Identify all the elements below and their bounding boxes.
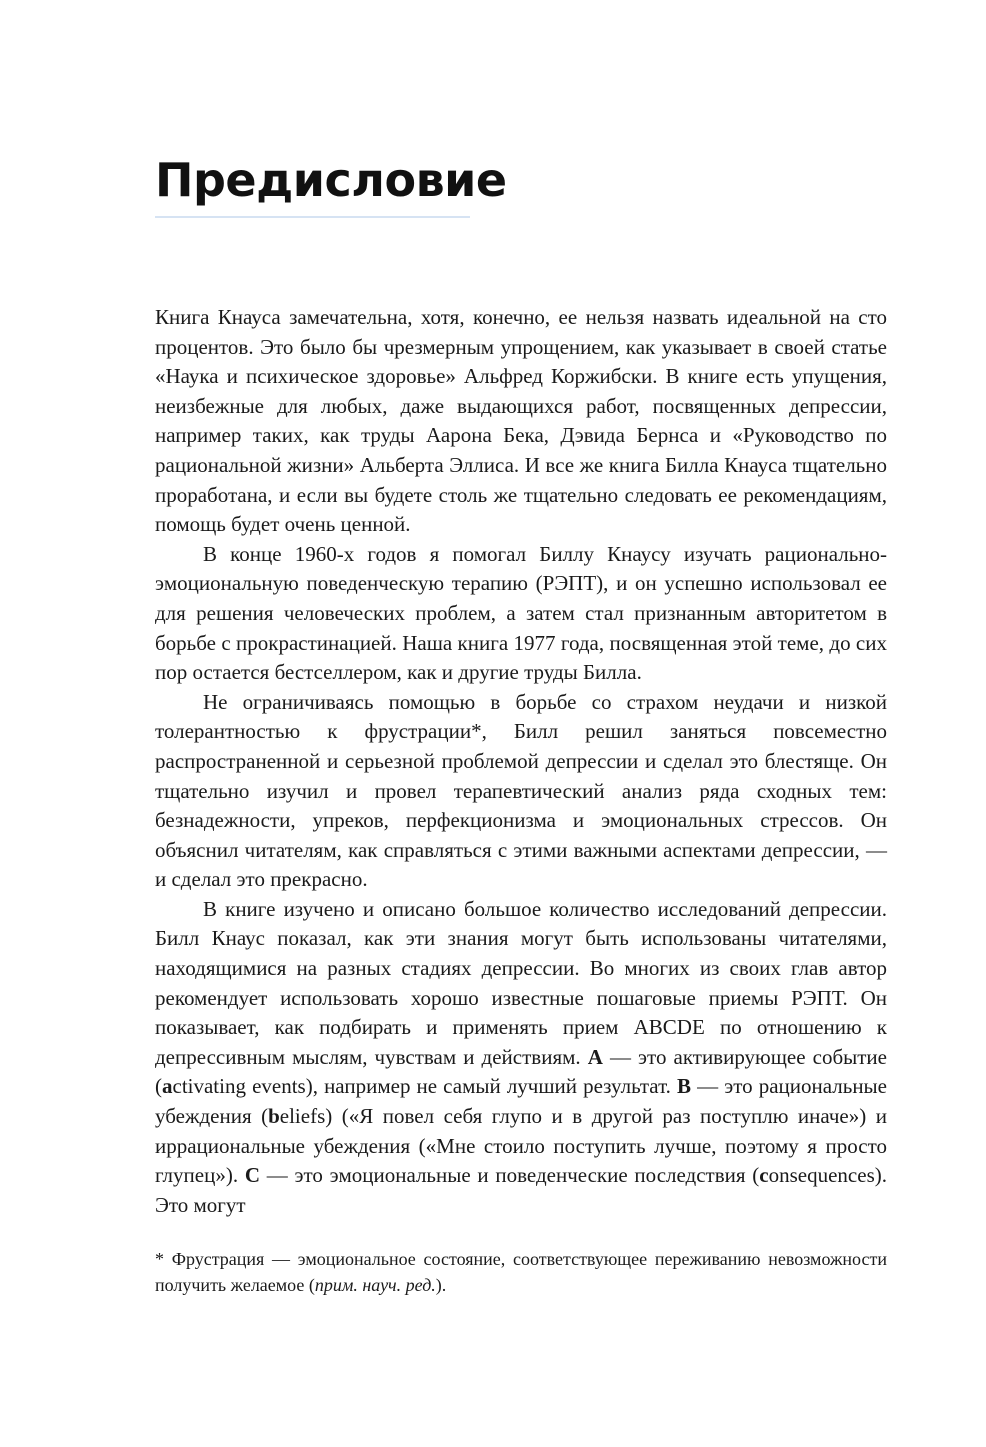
- abcde-c-term-initial: c: [759, 1163, 769, 1188]
- body-text: [155, 303, 887, 1220]
- abcde-b-text: — это рациональные убеждения (: [155, 1074, 887, 1129]
- abcde-letter-a: A: [587, 1044, 603, 1069]
- paragraph-4-intro: В книге изучено и описано большое количество исследований депрессии. Билл Кнаус показал, как эти знания могут быть использованы читателями, находящимися на разных стадиях депрессии. Во многих из своих глав автор рекомендует использовать хорошо известные пошаговые приемы РЭПТ. Он показывает, как подбирать и применять прием ABCDE по отношению к депрессивным мыслям, чувствам и действиям.: [155, 896, 887, 1069]
- abcde-b-text-after: ) («Я повел себя глупо и в другой раз поступлю иначе») и иррациональные убеждения («Мне стоило поступить лучше, поэтому я просто глупец»).: [155, 1104, 887, 1188]
- abcde-a-text: — это активирующее событие (: [155, 1044, 887, 1099]
- abcde-c-text-after: ). Это могут: [155, 1163, 887, 1217]
- abcde-a-term-initial: a: [162, 1074, 173, 1099]
- chapter-title: Предисловие: [155, 153, 507, 207]
- abcde-a-text-after: ), например не самый лучший результат.: [305, 1074, 678, 1099]
- title-underline: [155, 216, 470, 218]
- abcde-b-term-initial: b: [268, 1104, 280, 1129]
- footnote-editor-note: прим. науч. ред.: [314, 1275, 436, 1295]
- abcde-b-term: eliefs: [279, 1104, 326, 1129]
- abcde-c-term: onsequences: [768, 1163, 875, 1188]
- paragraph-3: Не ограничиваясь помощью в борьбе со страхом неудачи и низкой толерантностью к фрустрации*, Билл решил заняться повсеместно распространенной и серьезной проблемой депрессии и сделал это блестяще. Он тщательно изучил и провел терапевтический анализ ряда сходных тем: безнадежности, упреков, перфекционизма и эмоциональных стрессов. Он объяснил читателям, как справляться с этими важными аспектами депрессии, — и сделал это прекрасно.: [155, 689, 887, 892]
- paragraph-4: [155, 895, 887, 1221]
- abcde-letter-b: B: [677, 1074, 692, 1099]
- paragraph-1: Книга Кнауса замечательна, хотя, конечно, ее нельзя назвать идеальной на сто процентов. Это было бы чрезмерным упрощением, как указывает в своей статье «Наука и психическое здоровье» Альфред Коржибски. В книге есть упущения, неизбежные для любых, даже выдающихся работ, посвященных депрессии, например таких, как труды Аарона Бека, Дэвида Бернса и «Руководство по рациональной жизни» Альберта Эллиса. И все же книга Билла Кнауса тщательно проработана, и если вы будете столь же тщательно следовать ее рекомендациям, помощь будет очень ценной.: [155, 305, 887, 537]
- abcde-c-text: — это эмоциональные и поведенческие последствия (: [259, 1163, 760, 1188]
- footnote-closing: ).: [435, 1275, 447, 1295]
- footnote-body: * Фрустрация — эмоциональное состояние, соответствующее переживанию невозможности получить желаемое (: [155, 1249, 887, 1295]
- abcde-a-term: ctivating events: [172, 1074, 306, 1099]
- abcde-letter-c: C: [244, 1163, 260, 1188]
- paragraph-2: В конце 1960-х годов я помогал Биллу Кнаусу изучать рационально-эмоциональную поведенческую терапию (РЭПТ), и он успешно использовал ее для решения человеческих проблем, а затем стал признанным авторитетом в борьбе с прокрастинацией. Наша книга 1977 года, посвященная этой теме, до сих пор остается бестселлером, как и другие труды Билла.: [155, 541, 887, 685]
- footnote: [155, 1246, 887, 1298]
- footnote-text: [155, 1246, 887, 1298]
